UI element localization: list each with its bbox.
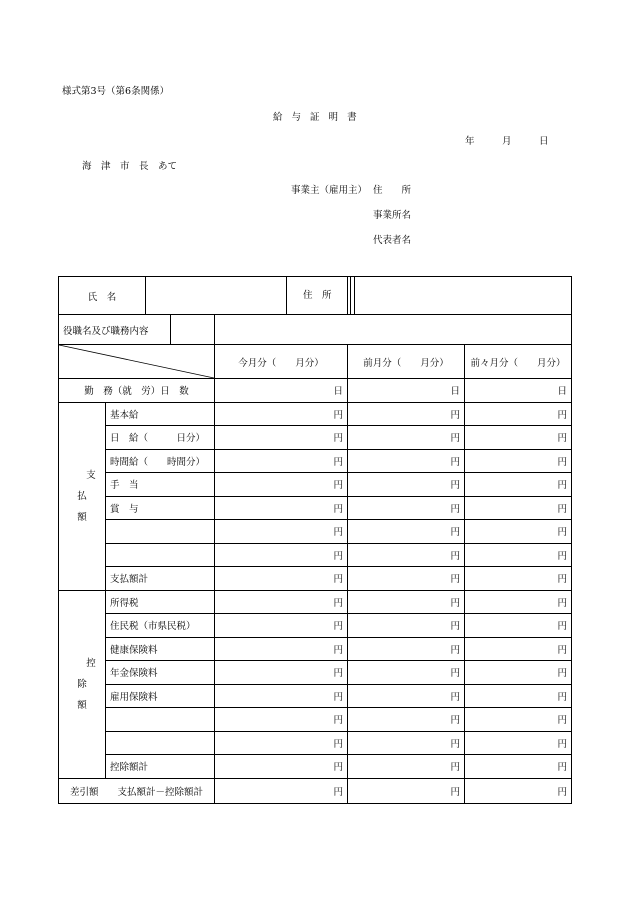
amount-cell[interactable]: 円 bbox=[348, 590, 465, 614]
amount-cell[interactable]: 円 bbox=[348, 614, 465, 638]
work-days-this-month[interactable]: 日 bbox=[215, 379, 348, 403]
amount-cell[interactable]: 円 bbox=[215, 449, 348, 473]
amount-cell[interactable]: 円 bbox=[348, 661, 465, 685]
payment-item[interactable] bbox=[106, 520, 215, 544]
payment-item: 日 給（ 日分） bbox=[106, 426, 215, 450]
position-value-divider bbox=[170, 314, 171, 344]
address-label-cell bbox=[348, 277, 355, 315]
amount-cell[interactable]: 円 bbox=[465, 426, 572, 450]
amount-cell[interactable]: 円 bbox=[215, 661, 348, 685]
amount-cell[interactable]: 円 bbox=[215, 637, 348, 661]
amount-cell[interactable]: 円 bbox=[465, 402, 572, 426]
work-days-label: 勤 務（就 労）日 数 bbox=[59, 379, 215, 403]
date-day-label: 日 bbox=[539, 136, 549, 147]
representative-label: 代表者名 bbox=[373, 235, 412, 246]
amount-cell[interactable]: 円 bbox=[465, 567, 572, 591]
amount-cell[interactable]: 円 bbox=[465, 637, 572, 661]
deduction-item: 年金保険料 bbox=[106, 661, 215, 685]
deduction-item[interactable] bbox=[106, 708, 215, 732]
amount-cell[interactable]: 円 bbox=[348, 543, 465, 567]
amount-cell[interactable]: 円 bbox=[348, 449, 465, 473]
amount-cell[interactable]: 円 bbox=[348, 778, 465, 803]
deduction-total-label: 控除額計 bbox=[106, 755, 215, 779]
deduction-item: 所得税 bbox=[106, 590, 215, 614]
payments-group-label: 支 払 額 bbox=[59, 402, 106, 590]
form-number: 様式第3号（第6条関係） bbox=[62, 86, 170, 97]
address-field[interactable] bbox=[355, 277, 572, 315]
deductions-group-label: 控 除 額 bbox=[59, 590, 106, 778]
deduction-item: 健康保険料 bbox=[106, 637, 215, 661]
deduction-item: 住民税（市県民税） bbox=[106, 614, 215, 638]
diagonal-header-cell bbox=[59, 345, 215, 379]
amount-cell[interactable]: 円 bbox=[215, 543, 348, 567]
amount-cell[interactable]: 円 bbox=[215, 684, 348, 708]
net-amount-label: 差引額 支払額計－控除額計 bbox=[59, 778, 215, 803]
payment-item: 手 当 bbox=[106, 473, 215, 497]
amount-cell[interactable]: 円 bbox=[348, 637, 465, 661]
employer-address-label: 住 所 bbox=[373, 185, 412, 196]
document-title: 給 与 証 明 書 bbox=[273, 112, 360, 123]
payment-item: 時間給（ 時間分） bbox=[106, 449, 215, 473]
work-days-two-months-ago[interactable]: 日 bbox=[465, 379, 572, 403]
amount-cell[interactable]: 円 bbox=[348, 684, 465, 708]
addressee: 海 津 市 長 あて bbox=[82, 161, 178, 172]
amount-cell[interactable]: 円 bbox=[465, 520, 572, 544]
amount-cell[interactable]: 円 bbox=[215, 473, 348, 497]
deduction-item: 雇用保険料 bbox=[106, 684, 215, 708]
amount-cell[interactable]: 円 bbox=[215, 402, 348, 426]
position-label: 役職名及び職務内容 bbox=[59, 315, 215, 345]
employer-label: 事業主（雇用主） bbox=[291, 185, 368, 196]
amount-cell[interactable]: 円 bbox=[215, 520, 348, 544]
amount-cell[interactable]: 円 bbox=[215, 755, 348, 779]
amount-cell[interactable]: 円 bbox=[465, 543, 572, 567]
amount-cell[interactable]: 円 bbox=[348, 755, 465, 779]
amount-cell[interactable]: 円 bbox=[348, 567, 465, 591]
payment-item: 賞 与 bbox=[106, 496, 215, 520]
deduction-item[interactable] bbox=[106, 731, 215, 755]
work-days-last-month[interactable]: 日 bbox=[348, 379, 465, 403]
amount-cell[interactable]: 円 bbox=[348, 520, 465, 544]
amount-cell[interactable]: 円 bbox=[215, 731, 348, 755]
amount-cell[interactable]: 円 bbox=[215, 778, 348, 803]
amount-cell[interactable]: 円 bbox=[215, 496, 348, 520]
position-field[interactable] bbox=[215, 315, 572, 345]
amount-cell[interactable]: 円 bbox=[348, 473, 465, 497]
amount-cell[interactable]: 円 bbox=[348, 402, 465, 426]
salary-certificate-table bbox=[58, 276, 572, 804]
payment-item: 基本給 bbox=[106, 402, 215, 426]
payment-item[interactable] bbox=[106, 543, 215, 567]
amount-cell[interactable]: 円 bbox=[465, 755, 572, 779]
col-header-two-months-ago: 前々月分（ 月分） bbox=[465, 345, 572, 379]
payment-total-label: 支払額計 bbox=[106, 567, 215, 591]
amount-cell[interactable]: 円 bbox=[348, 426, 465, 450]
amount-cell[interactable]: 円 bbox=[348, 731, 465, 755]
address-label-divider bbox=[286, 277, 287, 314]
amount-cell[interactable]: 円 bbox=[215, 426, 348, 450]
amount-cell[interactable]: 円 bbox=[215, 708, 348, 732]
address-value-divider bbox=[350, 277, 351, 314]
amount-cell[interactable]: 円 bbox=[348, 708, 465, 732]
amount-cell[interactable]: 円 bbox=[215, 614, 348, 638]
date-month-label: 月 bbox=[502, 136, 512, 147]
date-year-label: 年 bbox=[465, 136, 475, 147]
address-label: 住 所 bbox=[303, 290, 332, 301]
amount-cell[interactable]: 円 bbox=[348, 496, 465, 520]
col-header-this-month: 今月分（ 月分） bbox=[215, 345, 348, 379]
office-name-label: 事業所名 bbox=[373, 210, 412, 221]
amount-cell[interactable]: 円 bbox=[465, 590, 572, 614]
amount-cell[interactable]: 円 bbox=[465, 708, 572, 732]
amount-cell[interactable]: 円 bbox=[465, 614, 572, 638]
amount-cell[interactable]: 円 bbox=[465, 684, 572, 708]
amount-cell[interactable]: 円 bbox=[215, 567, 348, 591]
amount-cell[interactable]: 円 bbox=[465, 473, 572, 497]
amount-cell[interactable]: 円 bbox=[465, 731, 572, 755]
amount-cell[interactable]: 円 bbox=[215, 590, 348, 614]
col-header-last-month: 前月分（ 月分） bbox=[348, 345, 465, 379]
amount-cell[interactable]: 円 bbox=[465, 778, 572, 803]
amount-cell[interactable]: 円 bbox=[465, 661, 572, 685]
name-label: 氏 名 bbox=[59, 277, 146, 315]
amount-cell[interactable]: 円 bbox=[465, 496, 572, 520]
name-value-divider bbox=[145, 277, 146, 314]
amount-cell[interactable]: 円 bbox=[465, 449, 572, 473]
